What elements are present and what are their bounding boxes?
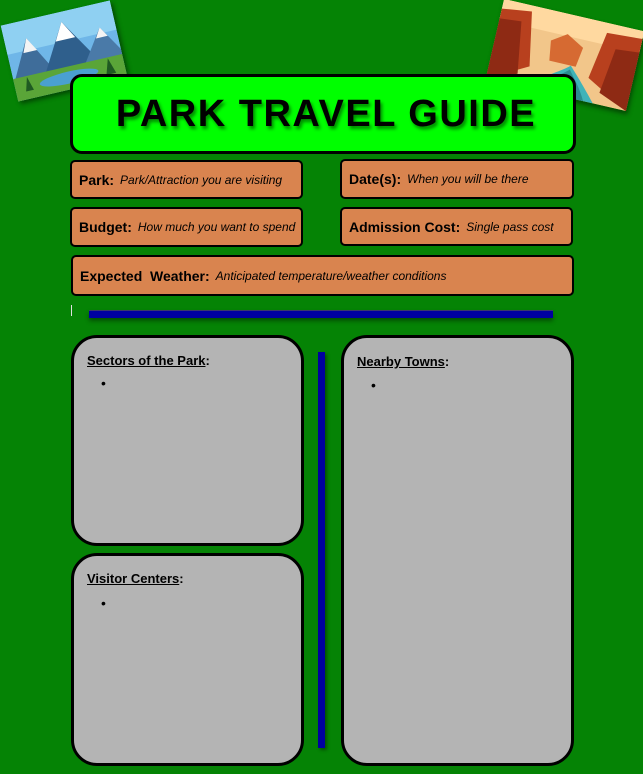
nearby-towns-bullet: • — [371, 377, 376, 393]
title-banner — [70, 74, 576, 154]
weather-hint: Anticipated temperature/weather conditions — [215, 268, 447, 283]
visitor-centers-bullet: • — [101, 595, 106, 611]
page-title: PARK TRAVEL GUIDE — [115, 92, 537, 135]
visitor-centers-heading-colon: : — [179, 571, 184, 586]
sectors-panel[interactable] — [71, 335, 304, 546]
nearby-towns-heading-text: Nearby Towns — [357, 354, 445, 369]
park-field[interactable] — [70, 160, 303, 199]
park-hint: Park/Attraction you are visiting — [120, 172, 283, 187]
small-tick-mark — [71, 305, 72, 316]
dates-hint: When you will be there — [407, 172, 529, 186]
budget-field[interactable] — [70, 207, 303, 247]
admission-hint: Single pass cost — [466, 219, 554, 234]
budget-label: Budget: — [79, 219, 132, 235]
sectors-heading-colon: : — [205, 353, 210, 368]
park-label: Park: — [79, 171, 115, 188]
visitor-centers-heading — [87, 571, 184, 586]
horizontal-divider — [89, 310, 553, 318]
admission-label: Admission Cost: — [349, 218, 461, 235]
sectors-bullet: • — [101, 375, 106, 391]
nearby-towns-heading-colon: : — [444, 354, 450, 369]
nearby-towns-panel[interactable] — [341, 335, 574, 766]
dates-label: Date(s): — [349, 171, 402, 187]
visitor-centers-heading-text: Visitor Centers — [87, 571, 180, 586]
budget-hint: How much you want to spend — [137, 220, 296, 234]
visitor-centers-panel[interactable] — [71, 553, 304, 766]
sectors-heading — [87, 353, 210, 368]
sectors-heading-text: Sectors of the Park — [87, 353, 206, 368]
vertical-divider — [318, 352, 325, 748]
dates-field[interactable] — [340, 159, 574, 199]
admission-field[interactable] — [340, 207, 573, 246]
nearby-towns-heading — [357, 354, 449, 369]
weather-label: Expected Weather: — [80, 267, 210, 284]
weather-field[interactable] — [71, 255, 574, 296]
